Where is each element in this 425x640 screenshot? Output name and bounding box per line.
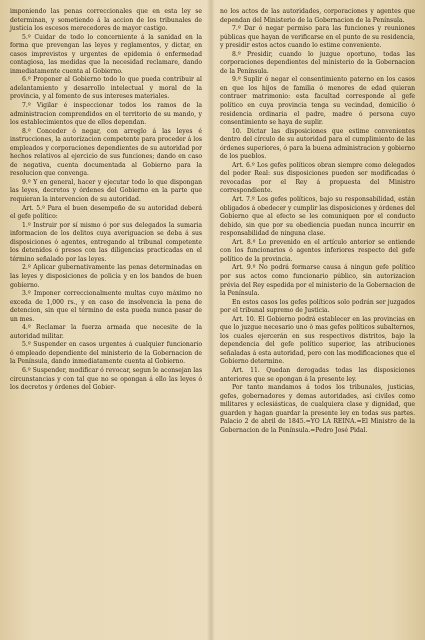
paragraph: 10. Dictar las disposiciones que estime convenientes dentro del círculo de su autoridad para el cumplimiento de las órdenes superiores, ó para la buena administracion y gobierno de los pueblos. xyxy=(220,127,415,161)
paragraph: 1.º Instruir por sí mismo ó por sus delegados la sumaria informacion de los delitos cuya averiguacion se deba á sus disposiciones ó agentes, entregando al tribunal competente los detenidos ó presos con las diligencias practicadas en el término señalado por las leyes. xyxy=(10,221,202,263)
closing-paragraph: Por tanto mandamos á todos los tribunales, justicias, gefes, gobernadores y demas autoridades, así civiles como militares y eclesiásticas, de cualquiera clase y dignidad, que guarden y hagan guardar la presente ley en todas sus partes. Palacio 2 de abril de 1845.=YO LA REINA.=El Ministro de la Gobernacion de la Península.=Pedro José Pidal. xyxy=(220,384,415,434)
paragraph: 6.º Proponer al Gobierno todo lo que pueda contribuir al adelantamiento y desarrollo intelectual y moral de la provincia, y al fomento de sus intereses materiales. xyxy=(10,76,202,101)
paragraph: 5.º Cuidar de todo lo concerniente á la sanidad en la forma que prevengan las leyes y reglamentos, y dictar, en casos imprevistos y urgentes de epidemia ó enfermedad contagiosa, las medidas que la necesidad reclamare, dando inmediatamente cuenta al Gobierno. xyxy=(10,33,202,75)
paragraph: 8.º Presidir, cuando lo juzgue oportuno, todas las corporaciones dependientes del ministerio de la Gobernacion de la Península. xyxy=(220,50,415,75)
paragraph: 7.º Vigilar é inspeccionar todos los ramos de la administracion comprendidos en el territorio de su mando, y los establecimientos que de ellos dependan. xyxy=(10,102,202,127)
paragraph: Art. 6.º Los gefes políticos obran siempre como delegados del poder Real: sus disposiciones pueden ser modificadas ó revocadas por el Rey á propuesta del Ministro correspondiente. xyxy=(220,161,415,195)
paragraph: 6.º Suspender, modificar ó revocar, segun le aconsejan las circunstancias y con tal que no se opongan á ello las leyes ó los decretos y órdenes del Gobier- xyxy=(10,366,202,392)
paragraph: Art. 8.º Lo prevenido en el artículo anterior se entiende con los funcionarios ó agentes inferiores respecto del gefe político de la provincia. xyxy=(220,238,415,263)
paragraph: imponiendo las penas correccionales que en esta ley se determinan, y sometiendo á la accion de los tribunales de justicia los escesos merecedores de mayor castigo. xyxy=(10,8,202,33)
paragraph: Art. 10. El Gobierno podrá establecer en las provincias en que lo juzgue necesario uno ó mas gefes políticos subalternos, los cuales ejercerán en sus respectivos distritos, bajo la dependencia del gefe político superior, las atribuciones señaladas á esta autoridad, pero con las modificaciones que el Gobierno determine. xyxy=(220,315,415,366)
paragraph: 4.º Reclamar la fuerza armada que necesite de la autoridad militar. xyxy=(10,324,202,340)
paragraph: 9.º Suplir ó negar el consentimiento paterno en los casos en que los hijos de familia ó menores de edad quieran contraer matrimonio: esta facultad corresponde al gefe político en cuya provincia tenga su vecindad, domicilio ó residencia ordinaria el padre, madre ó persona cuyo consentimiento se haya de suplir. xyxy=(220,76,415,127)
paragraph: 7.º Dar ó negar permiso para las funciones y reuniones públicas que hayan de verificarse en el punto de su residencia, y presidir estos actos cuando lo estime conveniente. xyxy=(220,25,415,50)
paragraph: Art. 11. Quedan derogadas todas las disposiciones anteriores que se opongan á la presente ley. xyxy=(220,366,415,383)
paragraph: no los actos de las autoridades, corporaciones y agentes que dependan del Ministerio de la Gobernacion de la Península. xyxy=(220,8,415,24)
paragraph: Art. 5.º Para el buen desempeño de su autoridad deberá el gefe político: xyxy=(10,204,202,221)
paragraph: En estos casos los gefes políticos solo podrán ser juzgados por el tribunal supremo de Justicia. xyxy=(220,298,415,315)
left-column xyxy=(10,8,202,393)
paragraph: 8.º Conceder ó negar, con arreglo á las leyes é instrucciones, la autorizacion competente para proceder á los empleados y corporaciones dependientes de su autoridad por hechos relativos al ejercicio de sus funciones; dando en caso de negativa, cuenta documentada al Gobierno para la resolucion que convenga. xyxy=(10,127,202,178)
paragraph: 5.º Suspender en casos urgentes á cualquier funcionario ó empleado dependiente del ministerio de la Gobernacion de la Península, dando inmediatamente cuenta al Gobierno. xyxy=(10,341,202,366)
paragraph: Art. 7.º Los gefes políticos, bajo su responsabilidad, están obligados á obedecer y cumplir las disposiciones y órdenes del Gobierno que al efecto se les comuniquen por el conducto debido, sin que por su obediencia puedan nunca incurrir en responsabilidad de ninguna clase. xyxy=(220,196,415,238)
page-fold-shadow xyxy=(207,0,215,640)
paragraph: 3.º Imponer correccionalmente multas cuyo máximo no exceda de 1,000 rs., y en caso de insolvencia la pena de detencion, sin que el término de esta pueda nunca pasar de un mes. xyxy=(10,290,202,323)
paragraph: 9.º Y en general, hacer y ejecutar todo lo que dispongan las leyes, decretos y órdenes del Gobierno en la parte que requieran la intervencion de su autoridad. xyxy=(10,178,202,204)
right-column xyxy=(220,8,415,435)
paragraph: 2.º Aplicar gubernativamente las penas determinadas en las leyes y disposiciones de policía y en los bandos de buen gobierno. xyxy=(10,264,202,289)
paragraph: Art. 9.º No podrá formarse causa á ningun gefe político por sus actos como funcionario público, sin autorizacion prévia del Rey espedida por el ministerio de la Gobernacion de la Península. xyxy=(220,264,415,298)
